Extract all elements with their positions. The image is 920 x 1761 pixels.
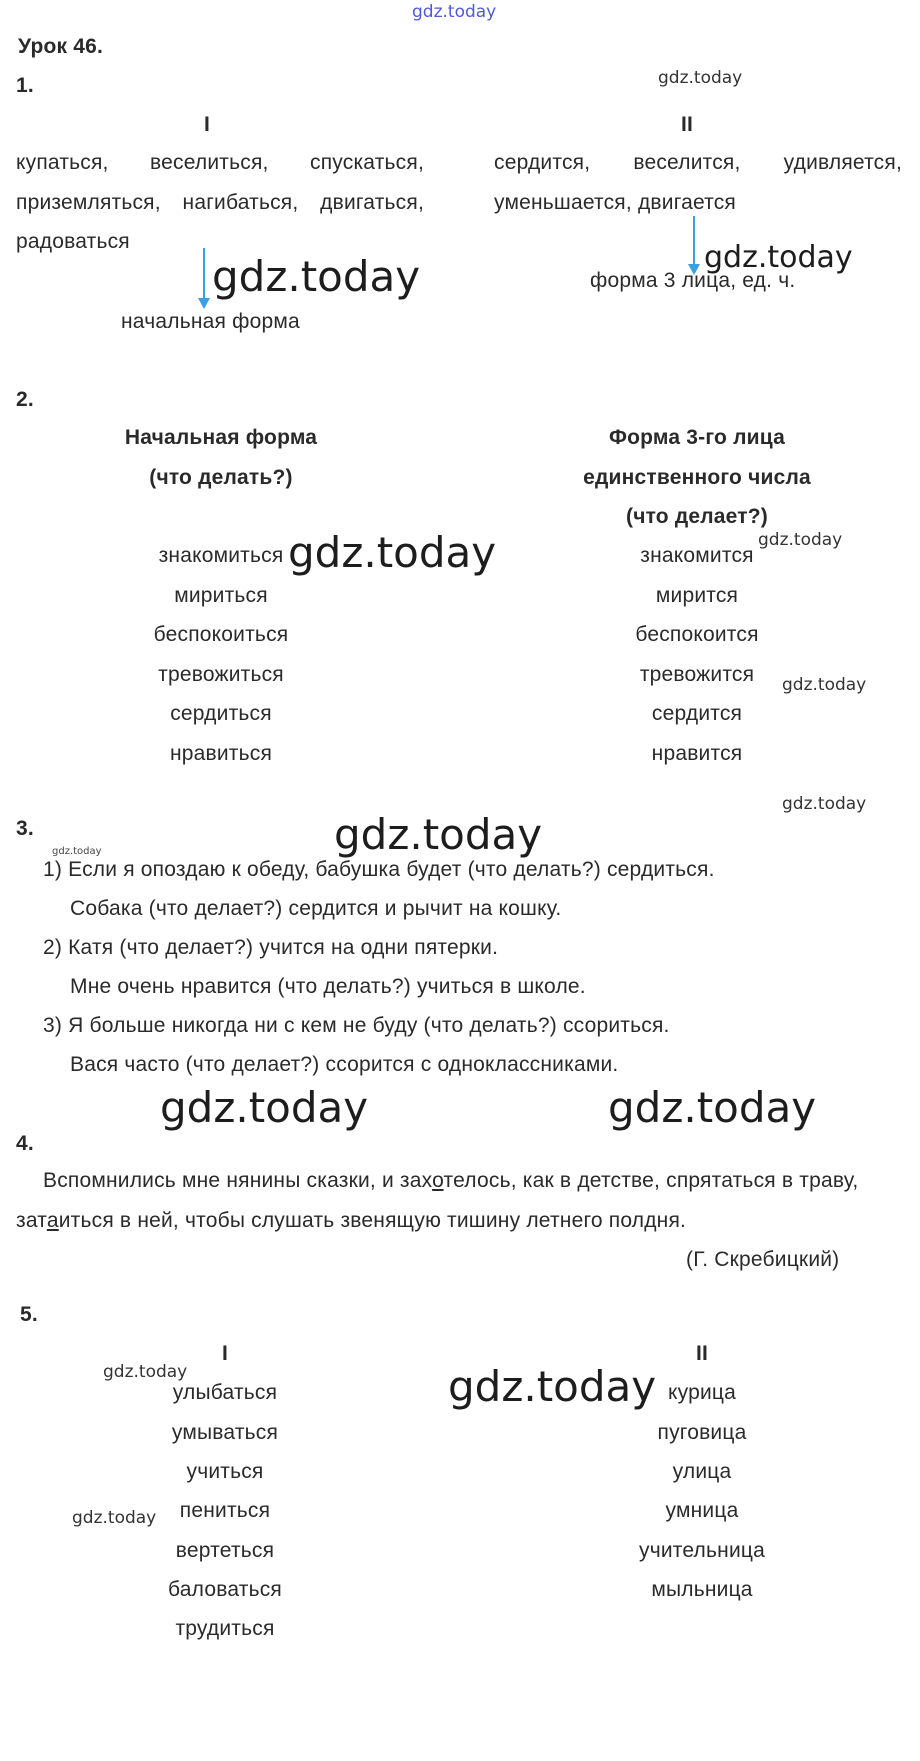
task5-col2-word: пуговица <box>657 1421 747 1444</box>
task3-line: 3) Я больше никогда ни с кем не буду (что делать?) ссориться. <box>43 1014 670 1037</box>
task4-author: (Г. Скребицкий) <box>686 1248 840 1271</box>
watermark: gdz.today <box>334 810 543 859</box>
task5-col2-word: курица <box>667 1381 737 1404</box>
task1-col2-header: II <box>680 113 694 136</box>
down-arrow-icon <box>686 216 702 276</box>
underlined-letter: о <box>432 1169 444 1192</box>
task2-right-header-line1: Форма 3-го лица <box>609 426 785 449</box>
task2-right-word: сердится <box>651 702 743 725</box>
task2-right-word: тревожится <box>639 663 755 686</box>
word: удивляется, <box>783 151 902 174</box>
task2-right-header-line3: (что делает?) <box>626 505 768 528</box>
word: купаться, <box>16 151 109 174</box>
task1-col2-note: форма 3 лица, ед. ч. <box>590 269 796 292</box>
word: спускаться, <box>310 151 424 174</box>
watermark: gdz.today <box>212 252 421 301</box>
watermark: gdz.today <box>72 1508 157 1528</box>
task1-col1-line2 <box>16 190 424 216</box>
task3-line: 1) Если я опоздаю к обеду, бабушка будет (что делать?) сердиться. <box>43 858 715 881</box>
task2-right-word: беспокоится <box>635 623 759 646</box>
word: веселиться, <box>150 151 269 174</box>
watermark: gdz.today <box>103 1362 188 1382</box>
watermark: gdz.today <box>704 240 853 275</box>
task5-col1-word: учиться <box>186 1460 264 1483</box>
task5-col1-header: I <box>221 1342 229 1365</box>
task5-col1-word: пениться <box>179 1499 271 1522</box>
task2-left-header-line2: (что делать?) <box>149 466 293 489</box>
text: телось, как в детстве, спрятаться в траву, <box>443 1169 859 1192</box>
task1-col1-header: I <box>203 113 211 136</box>
task2-left-word: тревожиться <box>158 663 284 686</box>
word: сердится, <box>494 151 591 174</box>
watermark: gdz.today <box>448 1362 657 1411</box>
text: иться в ней, чтобы слушать звенящую тишину летнего полдня. <box>58 1209 687 1232</box>
task5-col2-word: учительница <box>639 1539 765 1562</box>
watermark: gdz.today <box>782 675 867 695</box>
watermark: gdz.today <box>160 1083 369 1132</box>
task2-left-word: знакомиться <box>158 544 284 567</box>
task2-right-word: знакомится <box>640 544 754 567</box>
watermark: gdz.today <box>658 68 743 88</box>
task2-left-word: беспокоиться <box>153 623 289 646</box>
task1-col2-line1 <box>494 150 902 176</box>
underlined-letter: а <box>46 1209 59 1232</box>
watermark: gdz.today <box>608 1083 817 1132</box>
task2-left-header-line1: Начальная форма <box>124 426 318 449</box>
word: двигаться, <box>320 191 424 214</box>
task5-col2-word: умница <box>665 1499 739 1522</box>
task5-col2-header: II <box>695 1342 709 1365</box>
task3-line: Вася часто (что делает?) ссорится с одноклассниками. <box>70 1053 619 1076</box>
text: Вспомнились мне нянины сказки, и зах <box>43 1169 433 1192</box>
watermark: gdz.today <box>52 846 102 857</box>
task1-col1-note: начальная форма <box>121 310 300 333</box>
task1-number: 1. <box>16 74 34 97</box>
text: зат <box>16 1209 47 1232</box>
task2-number: 2. <box>16 388 34 411</box>
task5-col1-word: умываться <box>171 1421 279 1444</box>
down-arrow-icon <box>196 248 212 310</box>
task2-left-word: нравиться <box>169 742 273 765</box>
task1-col1-line3: радоваться <box>16 230 130 253</box>
task2-right-word: нравится <box>651 742 743 765</box>
watermark: gdz.today <box>782 794 867 814</box>
task5-col2-word: улица <box>672 1460 732 1483</box>
task3-number: 3. <box>16 817 34 840</box>
task5-number: 5. <box>20 1303 38 1326</box>
task5-col2-word: мыльница <box>651 1578 753 1601</box>
task4-number: 4. <box>16 1132 34 1155</box>
task3-line: Мне очень нравится (что делать?) учиться в школе. <box>70 975 586 998</box>
task4-line1 <box>43 1168 858 1194</box>
task4-line2 <box>16 1208 686 1234</box>
task3-line: 2) Катя (что делает?) учится на одни пятерки. <box>43 936 499 959</box>
task2-right-word: мирится <box>655 584 739 607</box>
task5-col1-word: баловаться <box>168 1578 282 1601</box>
page-title: Урок 46. <box>18 35 104 58</box>
task2-right-header-line2: единственного числа <box>583 466 811 489</box>
watermark: gdz.today <box>758 530 843 550</box>
task5-col1-word: вертеться <box>175 1539 275 1562</box>
task2-left-word: мириться <box>174 584 268 607</box>
task1-col2-line2: уменьшается, двигается <box>494 191 737 214</box>
task5-col1-word: улыбаться <box>172 1381 278 1404</box>
watermark-top: gdz.today <box>412 2 497 22</box>
task5-col1-word: трудиться <box>175 1617 275 1640</box>
watermark: gdz.today <box>288 528 497 577</box>
task3-line: Собака (что делает?) сердится и рычит на кошку. <box>70 897 562 920</box>
task2-left-word: сердиться <box>170 702 272 725</box>
word: веселится, <box>633 151 741 174</box>
word: нагибаться, <box>182 191 299 214</box>
task1-col1-line1 <box>16 150 424 176</box>
word: приземляться, <box>16 191 161 214</box>
